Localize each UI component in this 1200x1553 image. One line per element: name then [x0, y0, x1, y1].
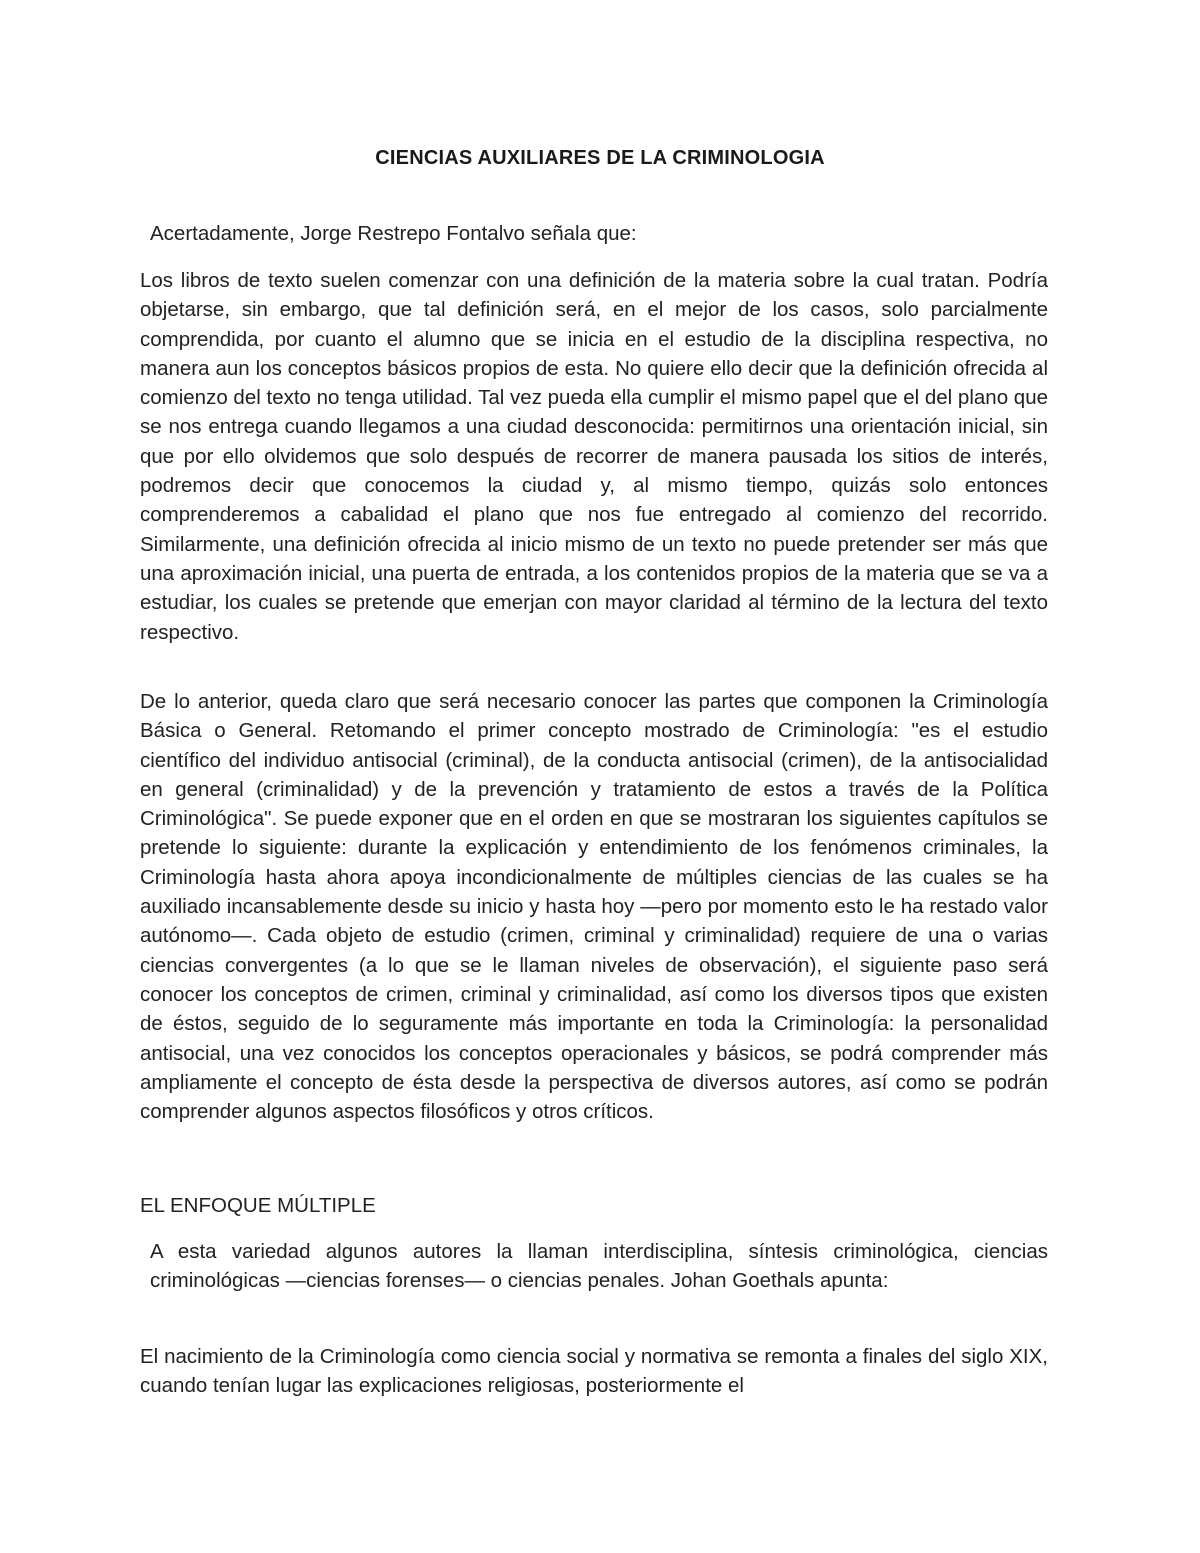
intro-line: Acertadamente, Jorge Restrepo Fontalvo señala que: [150, 222, 637, 245]
section-heading: EL ENFOQUE MÚLTIPLE [140, 1194, 376, 1217]
quote-paragraph: A esta variedad algunos autores la llaman interdisciplina, síntesis criminológica, ciencias criminológicas —ciencias forenses— o ciencias penales. Johan Goethals apunta: [150, 1240, 1048, 1293]
document-title: CIENCIAS AUXILIARES DE LA CRIMINOLOGIA [375, 147, 825, 169]
paragraph-2: De lo anterior, queda claro que será necesario conocer las partes que componen la Criminología Básica o General. Retomando el primer concepto mostrado de Criminología: "es el estudio científico del individuo antisocial (criminal), de la conducta antisocial (crimen), de la antisocialidad en general (criminalidad) y de la prevención y tratamiento de estos a través de la Política Criminológica". Se puede exponer que en el orden en que se mostraran los siguientes capítulos se pretende lo siguiente: durante la explicación y entendimiento de los fenómenos criminales, la Criminología hasta ahora apoya incondicionalmente de múltiples ciencias de las cuales se ha auxiliado incansablemente desde su inicio y hasta hoy —pero por momento esto le ha restado valor autónomo—. Cada objeto de estudio (crimen, criminal y criminalidad) requiere de una o varias ciencias convergentes (a lo que se le llaman niveles de observación), el siguiente paso será conocer los conceptos de crimen, criminal y criminalidad, así como los diversos tipos que existen de éstos, seguido de lo seguramente más importante en toda la Criminología: la personalidad antisocial, una vez conocidos los conceptos operacionales y básicos, se podrá comprender más ampliamente el concepto de ésta desde la perspectiva de diversos autores, así como se podrán comprender algunos aspectos filosóficos y otros críticos. [140, 690, 1048, 1124]
paragraph-1: Los libros de texto suelen comenzar con una definición de la materia sobre la cual tratan. Podría objetarse, sin embargo, que tal definición será, en el mejor de los casos, solo parcialmente comprendida, por cuanto el alumno que se inicia en el estudio de la disciplina respectiva, no manera aun los conceptos básicos propios de esta. No quiere ello decir que la definición ofrecida al comienzo del texto no tenga utilidad. Tal vez pueda ella cumplir el mismo papel que el del plano que se nos entrega cuando llegamos a una ciudad desconocida: permitirnos una orientación inicial, sin que por ello olvidemos que solo después de recorrer de manera pausada los sitios de interés, podremos decir que conocemos la ciudad y, al mismo tiempo, quizás solo entonces comprenderemos a cabalidad el plano que nos fue entregado al comienzo del recorrido. Similarmente, una definición ofrecida al inicio mismo de un texto no puede pretender ser más que una aproximación inicial, una puerta de entrada, a los contenidos propios de la materia que se va a estudiar, los cuales se pretende que emerjan con mayor claridad al término de la lectura del texto respectivo. [140, 269, 1048, 644]
paragraph-4: El nacimiento de la Criminología como ciencia social y normativa se remonta a finales del siglo XIX, cuando tenían lugar las explicaciones religiosas, posteriormente el [140, 1345, 1048, 1398]
